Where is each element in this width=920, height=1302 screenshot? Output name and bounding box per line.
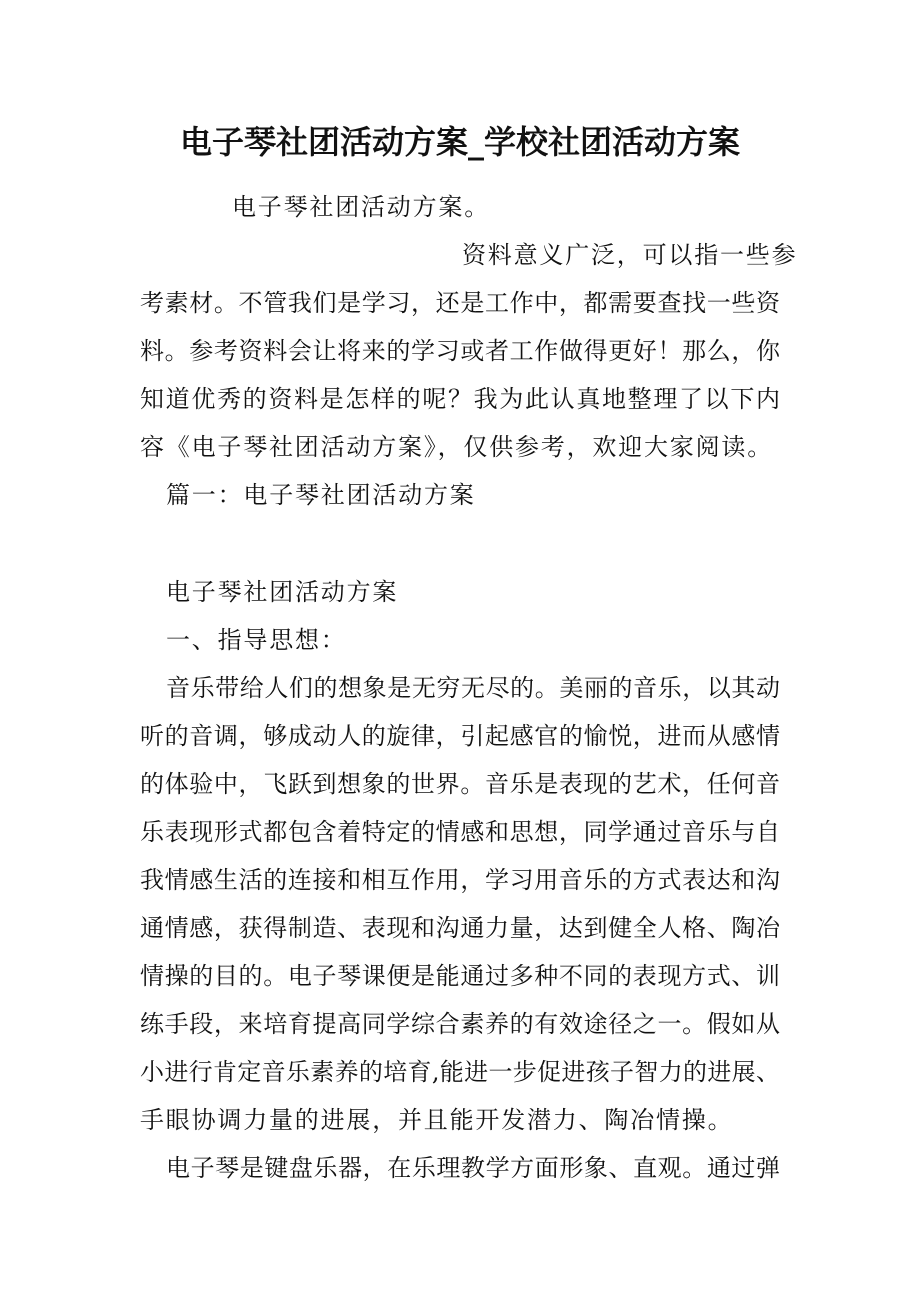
paragraph-line: 小进行肯定音乐素养的培育,能进一步促进孩子智力的进展、 — [140, 1058, 780, 1086]
paragraph-line: 容《电子琴社团活动方案》，仅供参考，欢迎大家阅读。 — [140, 433, 773, 461]
section-heading: 篇一：电子琴社团活动方案 — [166, 481, 476, 509]
paragraph-line: 知道优秀的资料是怎样的呢？我为此认真地整理了以下内 — [140, 385, 780, 413]
paragraph-line: 通情感，获得制造、表现和沟通力量，达到健全人格、陶冶 — [140, 914, 780, 942]
paragraph-line: 听的音调，够成动人的旋律，引起感官的愉悦，进而从感情 — [140, 722, 780, 750]
paragraph-line: 电子琴是键盘乐器，在乐理教学方面形象、直观。通过弹 — [166, 1154, 780, 1182]
paragraph-line: 考素材。不管我们是学习，还是工作中，都需要查找一些资 — [140, 289, 780, 317]
paragraph-line: 的体验中，飞跃到想象的世界。音乐是表现的艺术，任何音 — [140, 770, 780, 798]
section-heading: 一、指导思想： — [166, 626, 347, 654]
paragraph-line: 音乐带给人们的想象是无穷无尽的。美丽的音乐，以其动 — [166, 674, 780, 702]
intro-line: 电子琴社团活动方案。 — [232, 193, 490, 221]
paragraph-line: 料。参考资料会让将来的学习或者工作做得更好！那么，你 — [140, 337, 780, 365]
paragraph-line: 手眼协调力量的进展，并且能开发潜力、陶冶情操。 — [140, 1106, 734, 1134]
paragraph-line: 乐表现形式都包含着特定的情感和思想，同学通过音乐与自 — [140, 818, 780, 846]
section-title: 电子琴社团活动方案 — [166, 578, 399, 606]
paragraph-line: 情操的目的。电子琴课便是能通过多种不同的表现方式、训 — [140, 962, 780, 990]
document-title: 电子琴社团活动方案_学校社团活动方案 — [179, 123, 740, 161]
paragraph-line: 我情感生活的连接和相互作用，学习用音乐的方式表达和沟 — [140, 866, 780, 894]
paragraph-line: 资料意义广泛，可以指一些参 — [462, 241, 798, 269]
paragraph-line: 练手段，来培育提高同学综合素养的有效途径之一。假如从 — [140, 1010, 780, 1038]
